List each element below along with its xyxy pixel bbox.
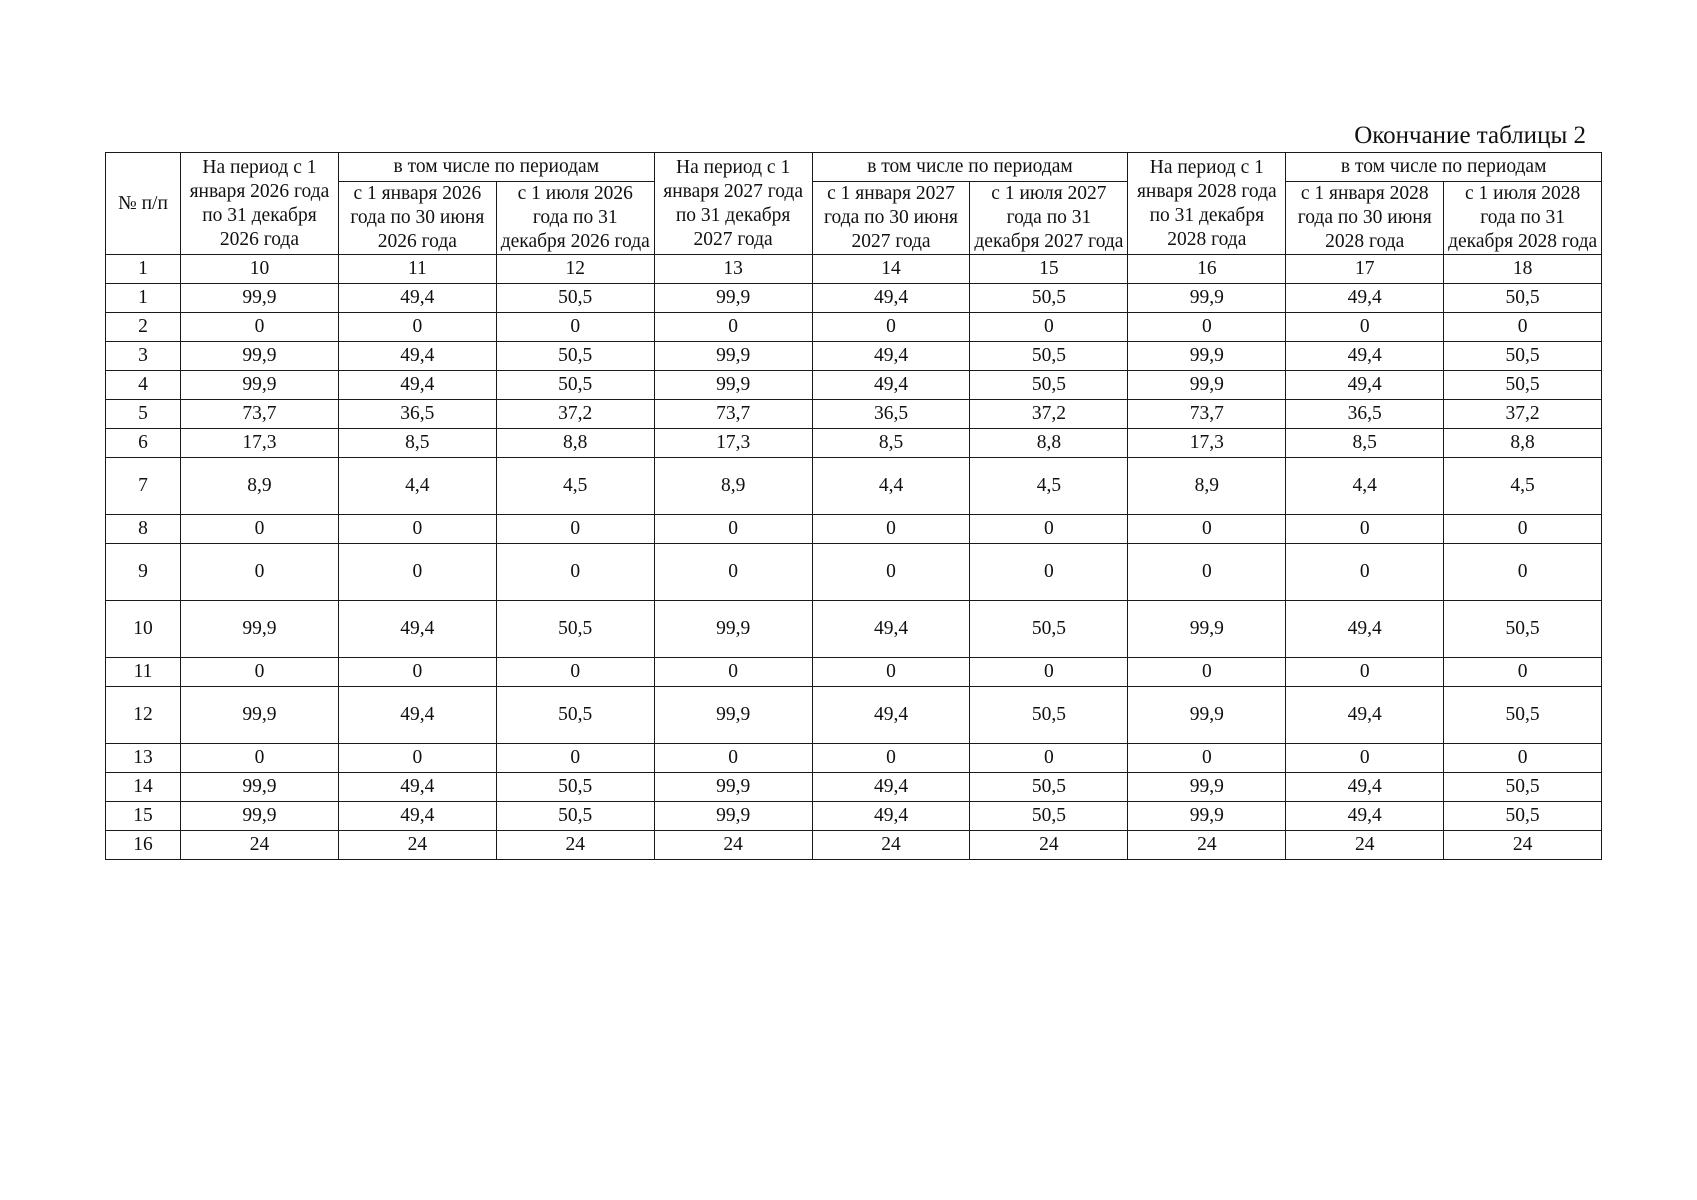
value-cell: 0 — [181, 744, 339, 773]
value-cell: 50,5 — [496, 371, 654, 400]
value-cell: 50,5 — [1444, 342, 1602, 371]
value-cell: 99,9 — [181, 342, 339, 371]
value-cell: 8,8 — [970, 429, 1128, 458]
value-cell: 24 — [1128, 831, 1286, 860]
value-cell: 8,5 — [338, 429, 496, 458]
value-cell: 50,5 — [496, 773, 654, 802]
header-first-half-2028: с 1 января 2028 года по 30 июня 2028 года — [1286, 182, 1444, 255]
column-index-cell: 15 — [970, 255, 1128, 284]
value-cell: 49,4 — [338, 284, 496, 313]
value-cell: 50,5 — [496, 687, 654, 744]
value-cell: 0 — [181, 313, 339, 342]
header-second-half-2028: с 1 июля 2028 года по 31 декабря 2028 года — [1444, 182, 1602, 255]
value-cell: 24 — [496, 831, 654, 860]
value-cell: 24 — [970, 831, 1128, 860]
row-number-cell: 3 — [106, 342, 181, 371]
row-number-cell: 4 — [106, 371, 181, 400]
value-cell: 99,9 — [1128, 687, 1286, 744]
header-second-half-2027: с 1 июля 2027 года по 31 декабря 2027 года — [970, 182, 1128, 255]
table-header — [106, 153, 1602, 284]
value-cell: 0 — [970, 313, 1128, 342]
value-cell: 8,5 — [812, 429, 970, 458]
value-cell: 0 — [1286, 544, 1444, 601]
data-table — [105, 152, 1602, 860]
row-number-cell: 8 — [106, 515, 181, 544]
value-cell: 49,4 — [1286, 802, 1444, 831]
value-cell: 73,7 — [181, 400, 339, 429]
value-cell: 99,9 — [181, 601, 339, 658]
header-row-top — [106, 153, 1602, 182]
value-cell: 0 — [654, 515, 812, 544]
value-cell: 99,9 — [654, 601, 812, 658]
value-cell: 0 — [1444, 313, 1602, 342]
value-cell: 0 — [181, 658, 339, 687]
row-number-cell: 7 — [106, 458, 181, 515]
table-row — [106, 313, 1602, 342]
table-row — [106, 284, 1602, 313]
row-number-cell: 5 — [106, 400, 181, 429]
value-cell: 17,3 — [181, 429, 339, 458]
value-cell: 0 — [496, 313, 654, 342]
value-cell: 99,9 — [1128, 284, 1286, 313]
value-cell: 49,4 — [1286, 284, 1444, 313]
value-cell: 17,3 — [654, 429, 812, 458]
value-cell: 0 — [1128, 515, 1286, 544]
value-cell: 49,4 — [1286, 342, 1444, 371]
value-cell: 99,9 — [1128, 802, 1286, 831]
table-row — [106, 773, 1602, 802]
column-index-cell: 13 — [654, 255, 812, 284]
value-cell: 50,5 — [970, 342, 1128, 371]
value-cell: 99,9 — [181, 371, 339, 400]
value-cell: 49,4 — [338, 342, 496, 371]
value-cell: 8,8 — [496, 429, 654, 458]
value-cell: 0 — [338, 658, 496, 687]
value-cell: 0 — [496, 515, 654, 544]
value-cell: 99,9 — [654, 773, 812, 802]
value-cell: 4,4 — [338, 458, 496, 515]
value-cell: 0 — [1444, 658, 1602, 687]
table-row — [106, 342, 1602, 371]
value-cell: 0 — [1286, 658, 1444, 687]
value-cell: 0 — [1286, 515, 1444, 544]
value-cell: 50,5 — [970, 601, 1128, 658]
value-cell: 0 — [970, 515, 1128, 544]
column-index-cell: 10 — [181, 255, 339, 284]
header-group-2026: в том числе по периодам — [338, 153, 654, 182]
column-index-row — [106, 255, 1602, 284]
table-row — [106, 429, 1602, 458]
value-cell: 0 — [812, 515, 970, 544]
table-row — [106, 371, 1602, 400]
value-cell: 99,9 — [654, 687, 812, 744]
row-number-cell: 11 — [106, 658, 181, 687]
row-number-cell: 2 — [106, 313, 181, 342]
value-cell: 4,5 — [1444, 458, 1602, 515]
value-cell: 99,9 — [181, 284, 339, 313]
value-cell: 0 — [970, 744, 1128, 773]
value-cell: 36,5 — [1286, 400, 1444, 429]
value-cell: 0 — [1286, 744, 1444, 773]
value-cell: 0 — [1128, 544, 1286, 601]
value-cell: 99,9 — [1128, 773, 1286, 802]
header-first-half-2026: с 1 января 2026 года по 30 июня 2026 года — [338, 182, 496, 255]
value-cell: 8,9 — [1128, 458, 1286, 515]
table-row — [106, 802, 1602, 831]
value-cell: 0 — [1128, 313, 1286, 342]
column-index-cell: 16 — [1128, 255, 1286, 284]
value-cell: 4,5 — [970, 458, 1128, 515]
value-cell: 50,5 — [970, 687, 1128, 744]
header-group-2028: в том числе по периодам — [1286, 153, 1602, 182]
value-cell: 0 — [1444, 544, 1602, 601]
value-cell: 0 — [496, 658, 654, 687]
value-cell: 50,5 — [970, 773, 1128, 802]
row-number-cell: 6 — [106, 429, 181, 458]
value-cell: 24 — [1444, 831, 1602, 860]
value-cell: 8,8 — [1444, 429, 1602, 458]
column-index-cell: 18 — [1444, 255, 1602, 284]
row-number-cell: 14 — [106, 773, 181, 802]
value-cell: 8,9 — [181, 458, 339, 515]
header-period-2026: На период с 1 января 2026 года по 31 декабря 2026 года — [181, 153, 339, 255]
value-cell: 50,5 — [1444, 284, 1602, 313]
column-index-cell: 17 — [1286, 255, 1444, 284]
column-index-cell: 1 — [106, 255, 181, 284]
value-cell: 24 — [812, 831, 970, 860]
table-row — [106, 458, 1602, 515]
value-cell: 36,5 — [338, 400, 496, 429]
row-number-cell: 9 — [106, 544, 181, 601]
value-cell: 49,4 — [1286, 773, 1444, 802]
value-cell: 49,4 — [812, 802, 970, 831]
value-cell: 0 — [1128, 658, 1286, 687]
value-cell: 8,5 — [1286, 429, 1444, 458]
value-cell: 4,4 — [1286, 458, 1444, 515]
value-cell: 99,9 — [654, 371, 812, 400]
value-cell: 49,4 — [338, 687, 496, 744]
value-cell: 99,9 — [654, 284, 812, 313]
row-number-cell: 16 — [106, 831, 181, 860]
column-index-cell: 11 — [338, 255, 496, 284]
value-cell: 0 — [812, 658, 970, 687]
value-cell: 4,5 — [496, 458, 654, 515]
row-number-cell: 12 — [106, 687, 181, 744]
table-row — [106, 601, 1602, 658]
value-cell: 49,4 — [338, 601, 496, 658]
value-cell: 37,2 — [970, 400, 1128, 429]
value-cell: 49,4 — [812, 687, 970, 744]
value-cell: 99,9 — [181, 687, 339, 744]
table-body — [106, 284, 1602, 860]
value-cell: 0 — [1128, 744, 1286, 773]
value-cell: 36,5 — [812, 400, 970, 429]
value-cell: 17,3 — [1128, 429, 1286, 458]
value-cell: 50,5 — [1444, 802, 1602, 831]
value-cell: 0 — [181, 515, 339, 544]
value-cell: 37,2 — [496, 400, 654, 429]
value-cell: 0 — [1444, 515, 1602, 544]
value-cell: 50,5 — [970, 371, 1128, 400]
header-num-cell: № п/п — [106, 153, 181, 255]
value-cell: 0 — [338, 544, 496, 601]
value-cell: 50,5 — [1444, 371, 1602, 400]
header-group-2027: в том числе по периодам — [812, 153, 1128, 182]
table-caption: Окончание таблицы 2 — [1354, 122, 1586, 149]
table-row — [106, 831, 1602, 860]
header-period-2028: На период с 1 января 2028 года по 31 декабря 2028 года — [1128, 153, 1286, 255]
value-cell: 0 — [654, 744, 812, 773]
value-cell: 50,5 — [496, 342, 654, 371]
table-row — [106, 515, 1602, 544]
value-cell: 0 — [496, 544, 654, 601]
value-cell: 0 — [338, 744, 496, 773]
header-second-half-2026: с 1 июля 2026 года по 31 декабря 2026 года — [496, 182, 654, 255]
value-cell: 24 — [654, 831, 812, 860]
value-cell: 73,7 — [1128, 400, 1286, 429]
value-cell: 49,4 — [812, 773, 970, 802]
row-number-cell: 10 — [106, 601, 181, 658]
value-cell: 49,4 — [812, 342, 970, 371]
value-cell: 0 — [181, 544, 339, 601]
value-cell: 8,9 — [654, 458, 812, 515]
value-cell: 99,9 — [181, 773, 339, 802]
value-cell: 99,9 — [654, 802, 812, 831]
value-cell: 50,5 — [1444, 601, 1602, 658]
value-cell: 49,4 — [338, 371, 496, 400]
value-cell: 49,4 — [812, 371, 970, 400]
value-cell: 0 — [654, 544, 812, 601]
value-cell: 0 — [654, 658, 812, 687]
table-row — [106, 744, 1602, 773]
value-cell: 4,4 — [812, 458, 970, 515]
value-cell: 99,9 — [1128, 371, 1286, 400]
header-first-half-2027: с 1 января 2027 года по 30 июня 2027 года — [812, 182, 970, 255]
value-cell: 0 — [970, 544, 1128, 601]
value-cell: 99,9 — [181, 802, 339, 831]
value-cell: 49,4 — [1286, 687, 1444, 744]
value-cell: 99,9 — [1128, 342, 1286, 371]
value-cell: 50,5 — [1444, 773, 1602, 802]
value-cell: 50,5 — [496, 284, 654, 313]
value-cell: 24 — [1286, 831, 1444, 860]
row-number-cell: 13 — [106, 744, 181, 773]
table-row — [106, 658, 1602, 687]
table-row — [106, 400, 1602, 429]
value-cell: 50,5 — [970, 802, 1128, 831]
table-row — [106, 544, 1602, 601]
value-cell: 73,7 — [654, 400, 812, 429]
row-number-cell: 1 — [106, 284, 181, 313]
value-cell: 0 — [338, 515, 496, 544]
value-cell: 24 — [338, 831, 496, 860]
value-cell: 0 — [812, 313, 970, 342]
value-cell: 0 — [812, 544, 970, 601]
value-cell: 49,4 — [338, 773, 496, 802]
value-cell: 49,4 — [812, 601, 970, 658]
value-cell: 0 — [1286, 313, 1444, 342]
table-row — [106, 687, 1602, 744]
value-cell: 24 — [181, 831, 339, 860]
value-cell: 50,5 — [1444, 687, 1602, 744]
value-cell: 49,4 — [812, 284, 970, 313]
value-cell: 50,5 — [496, 601, 654, 658]
value-cell: 0 — [338, 313, 496, 342]
value-cell: 0 — [970, 658, 1128, 687]
value-cell: 0 — [654, 313, 812, 342]
value-cell: 50,5 — [970, 284, 1128, 313]
value-cell: 50,5 — [496, 802, 654, 831]
value-cell: 37,2 — [1444, 400, 1602, 429]
value-cell: 49,4 — [338, 802, 496, 831]
value-cell: 49,4 — [1286, 371, 1444, 400]
value-cell: 99,9 — [654, 342, 812, 371]
column-index-cell: 12 — [496, 255, 654, 284]
row-number-cell: 15 — [106, 802, 181, 831]
value-cell: 0 — [1444, 744, 1602, 773]
column-index-cell: 14 — [812, 255, 970, 284]
value-cell: 0 — [812, 744, 970, 773]
value-cell: 0 — [496, 744, 654, 773]
value-cell: 99,9 — [1128, 601, 1286, 658]
header-period-2027: На период с 1 января 2027 года по 31 декабря 2027 года — [654, 153, 812, 255]
value-cell: 49,4 — [1286, 601, 1444, 658]
